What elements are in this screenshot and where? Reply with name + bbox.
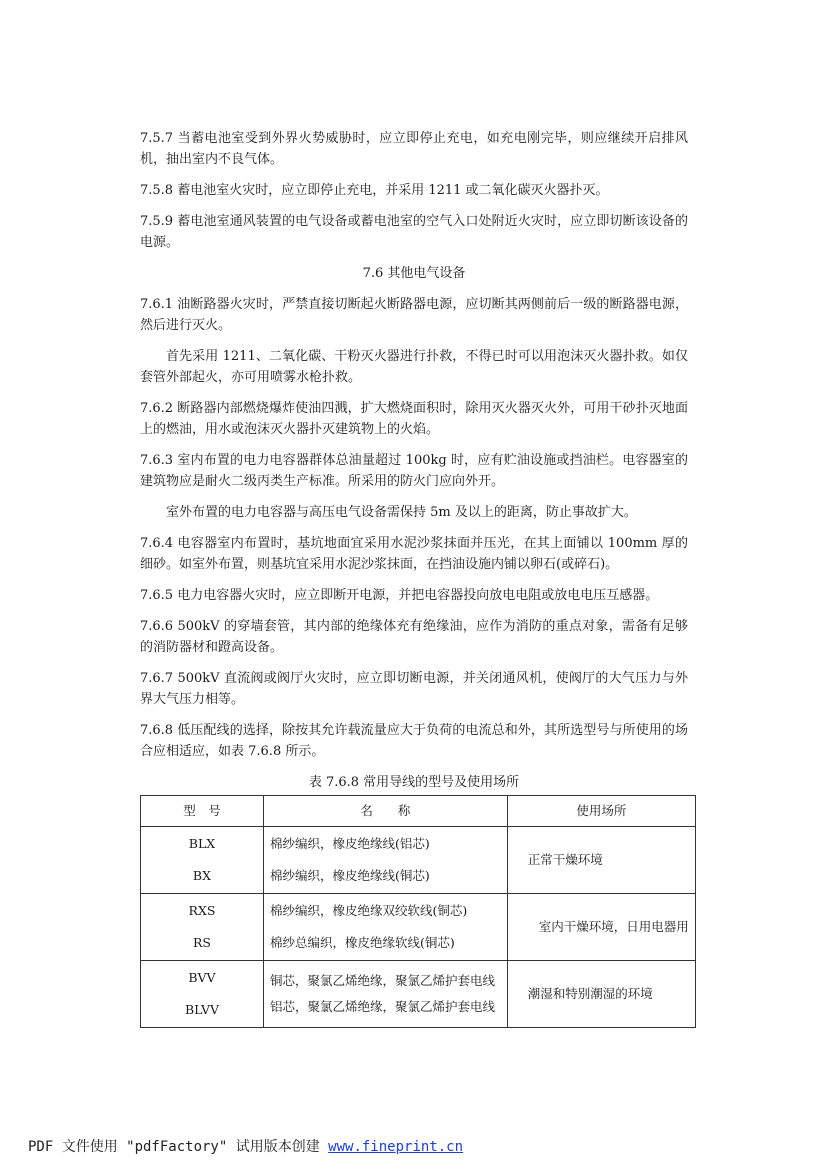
- footer-text: PDF 文件使用 "pdfFactory" 试用版本创建: [28, 1139, 329, 1155]
- paragraph-7-5-8: 7.5.8 蓄电池室火灾时，应立即停止充电，并采用 1211 或二氧化碳灭火器扑灭。: [140, 183, 609, 198]
- table-row: [141, 894, 696, 961]
- header-model: 型 号: [141, 796, 264, 827]
- name-value: 棉纱编织，橡皮绝缘线(铜芯): [269, 868, 430, 883]
- model-cell: [141, 827, 264, 894]
- model-value: BLX: [188, 836, 216, 851]
- table-header-row: [141, 796, 696, 827]
- section-title: 7.6 其他电气设备: [362, 266, 466, 281]
- model-value: BLVV: [184, 1002, 219, 1017]
- usage-cell: 正常干燥环境: [507, 827, 695, 894]
- wire-table: [140, 795, 696, 1028]
- model-cell: [141, 961, 264, 1028]
- name-value: 棉纱总编织，橡皮绝缘软线(铜芯): [269, 935, 455, 950]
- name-value: 铝芯，聚氯乙烯绝缘，聚氯乙烯护套电线: [269, 999, 495, 1014]
- table-row: [141, 961, 696, 1028]
- name-cell: [263, 961, 507, 1028]
- footer-link[interactable]: www.fineprint.cn: [328, 1139, 464, 1155]
- usage-cell: 室内干燥环境，日用电器用: [507, 894, 695, 961]
- name-value: 棉纱编织，橡皮绝缘线(铝芯): [269, 836, 430, 851]
- header-name: 名 称: [263, 796, 507, 827]
- name-cell: [263, 827, 507, 894]
- model-value: RXS: [188, 903, 216, 918]
- paragraph-7-5-7: 7.5.7 当蓄电池室受到外界火势威胁时，应立即停止充电，如充电刚完毕，则应继续开启排风机，抽出室内不良气体。: [140, 131, 688, 167]
- table-row: [141, 827, 696, 894]
- paragraph-7-6-3: 7.6.3 室内布置的电力电容器群体总油量超过 100kg 时，应有贮油设施或挡油栏。电容器室的建筑物应是耐火二级丙类生产标准。所采用的防火门应向外开。: [140, 453, 688, 489]
- document-body: [140, 128, 688, 1028]
- paragraph-7-6-1-cont: 首先采用 1211、二氧化碳、干粉灭火器进行扑救，不得已时可以用泡沫灭火器扑救。如仅套管外部起火，亦可用喷雾水枪扑救。: [140, 349, 688, 385]
- header-usage: 使用场所: [507, 796, 695, 827]
- name-value: 铜芯，聚氯乙烯绝缘，聚氯乙烯护套电线: [269, 973, 495, 988]
- paragraph-7-6-4: 7.6.4 电容器室内布置时，基坑地面宜采用水泥沙浆抹面并压光，在其上面铺以 100mm 厚的细砂。如室外布置，则基坑宜采用水泥沙浆抹面，在挡油设施内铺以卵石(或碎石)。: [140, 536, 688, 572]
- name-cell: [263, 894, 507, 961]
- paragraph-7-6-1: 7.6.1 油断路器火灾时，严禁直接切断起火断路器电源，应切断其两侧前后一级的断路器电源，然后进行灭火。: [140, 297, 688, 333]
- model-value: RS: [192, 935, 211, 950]
- paragraph-7-6-7: 7.6.7 500kV 直流阀或阀厅火灾时，应立即切断电源，并关闭通风机，使阀厅的大气压力与外界大气压力相等。: [140, 671, 688, 707]
- paragraph-7-6-3-cont: 室外布置的电力电容器与高压电气设备需保持 5m 及以上的距离，防止事故扩大。: [166, 505, 637, 520]
- paragraph-7-6-5: 7.6.5 电力电容器火灾时，应立即断开电源，并把电容器投向放电电阻或放电电压互感器。: [140, 588, 659, 603]
- table-caption: 表 7.6.8 常用导线的型号及使用场所: [308, 775, 520, 790]
- paragraph-7-6-8: 7.6.8 低压配线的选择，除按其允许载流量应大于负荷的电流总和外，其所选型号与所使用的场合应相适应，如表 7.6.8 所示。: [140, 723, 688, 759]
- pdf-footer: [28, 1138, 463, 1156]
- usage-cell: 潮湿和特别潮湿的环境: [507, 961, 695, 1028]
- paragraph-7-6-2: 7.6.2 断路器内部燃烧爆炸使油四溅，扩大燃烧面积时，除用灭火器灭火外，可用干砂扑灭地面上的燃油，用水或泡沫灭火器扑灭建筑物上的火焰。: [140, 401, 688, 437]
- paragraph-7-6-6: 7.6.6 500kV 的穿墙套管，其内部的绝缘体充有绝缘油，应作为消防的重点对象，需备有足够的消防器材和蹬高设备。: [140, 619, 688, 655]
- paragraph-7-5-9: 7.5.9 蓄电池室通风装置的电气设备或蓄电池室的空气入口处附近火灾时，应立即切断该设备的电源。: [140, 214, 688, 250]
- model-cell: [141, 894, 264, 961]
- name-value: 棉纱编织，橡皮绝缘双绞软线(铜芯): [269, 903, 468, 918]
- model-value: BVV: [188, 970, 216, 985]
- model-value: BX: [192, 868, 212, 883]
